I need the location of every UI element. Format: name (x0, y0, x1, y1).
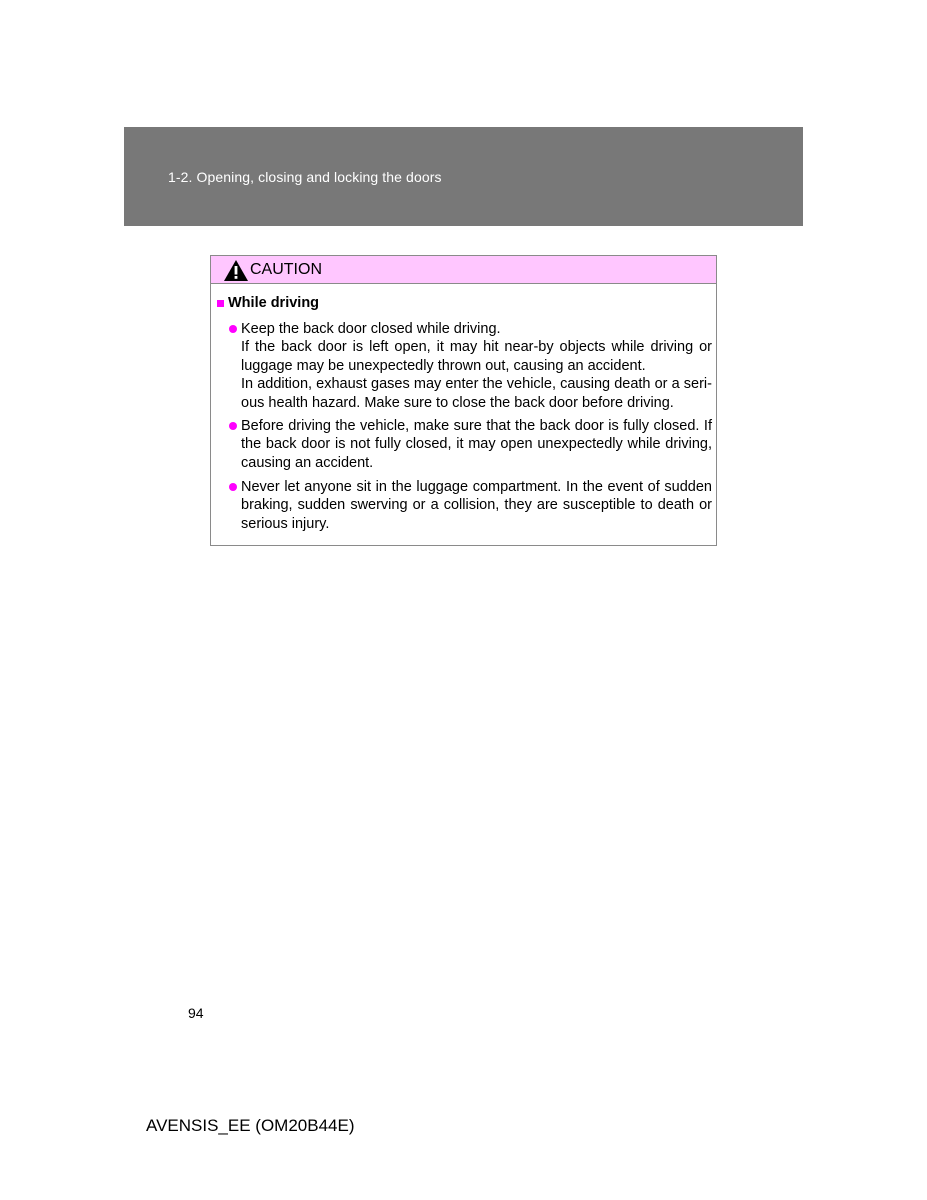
caution-subheading (217, 295, 319, 311)
caution-list-item (229, 417, 712, 472)
paragraph: Before driving the vehicle, make sure that the back door is fully closed. If the back door is not fully closed, it may open unexpectedly while driving, causing an accident. (241, 418, 712, 471)
bullet-dot-icon (229, 325, 237, 333)
footer-model-code: AVENSIS_EE (OM20B44E) (146, 1116, 355, 1135)
caution-label: CAUTION (250, 261, 322, 278)
caution-list-item (229, 320, 712, 412)
section-title: 1-2. Opening, closing and locking the doors (168, 169, 442, 185)
bullet-dot-icon (229, 422, 237, 430)
list-item-text (241, 320, 712, 412)
section-header-band (124, 127, 803, 226)
paragraph: Never let anyone sit in the luggage compartment. In the event of sudden braking, sudden swerving or a collision, they are susceptible to death or serious injury. (241, 479, 712, 532)
warning-triangle-icon (224, 260, 248, 281)
list-item-text (241, 417, 712, 472)
paragraph: If the back door is left open, it may hit near-by objects while driving or luggage may be unexpectedly thrown out, causing an accident. (241, 339, 712, 374)
subheading-text: While driving (228, 295, 320, 311)
caution-box (210, 255, 717, 546)
paragraph: Keep the back door closed while driving. (241, 321, 501, 337)
list-item-text (241, 478, 712, 533)
square-bullet-icon (217, 300, 224, 307)
paragraph: In addition, exhaust gases may enter the vehicle, causing death or a serious health hazard. Make sure to close the back door before driving. (241, 376, 712, 411)
page-number: 94 (188, 1005, 204, 1021)
bullet-dot-icon (229, 483, 237, 491)
caution-list-item (229, 478, 712, 533)
caution-header (211, 256, 716, 284)
